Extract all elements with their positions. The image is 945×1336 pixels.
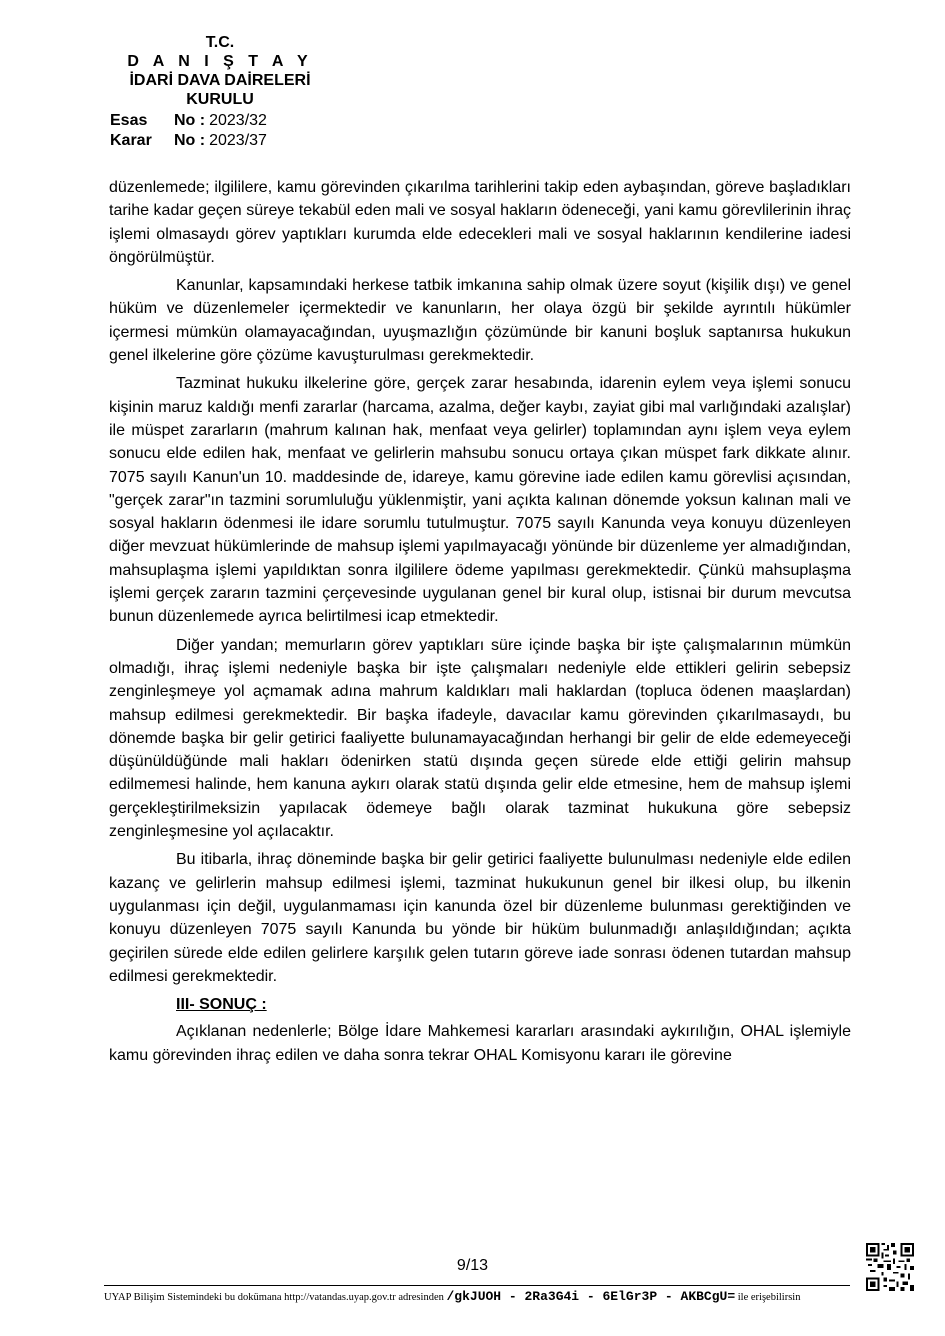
esas-no-label: No : [174, 112, 206, 129]
tc-label: T.C. [205, 34, 235, 51]
footer-prefix: UYAP Bilişim Sistemindeki bu dokümana http://vatandas.uyap.gov.tr adresinden [104, 1292, 444, 1303]
paragraph-3: Tazminat hukuku ilkelerine göre, gerçek zarar hesabında, idarenin eylem veya işlemi sonucu kişinin maruz kaldığı menfi zararlar (harcama, azalma, değer kaybı, zayiat gibi mal varlığındaki azalışlar) ile müspet zararların (mahrum kalınan hak, menfaat veya gelirler) toplamından aynı işlem veya eylem sonucu elde edilen hak, menfaat ve gelirlerin mahsubu sonucu ortaya çıkan müspet fark dikkate alınır. 7075 sayılı Kanun'un 10. maddesinde de, idareye, kamu görevine iade edilen kamu görevlisi açısından, "gerçek zarar"ın tazmini sorumluluğu yüklenmiştir, yani açıkta kalınan dönemde yoksun kalınan mali ve sosyal hakların ödenmesi ile idare sorumlu tutulmuştur. 7075 sayılı Kanunda veya konuyu düzenleyen diğer mevzuat hükümlerinde de mahsup işlemi yapılmayacağı yönünde bir düzenleme yer almadığından, mahsuplaşma işlemi yapıldıktan sonra ilgililere ödeme yapılması gerekmektedir. Çünkü mahsuplaşma işlemi gerçek zararın tazmini çerçevesinde uygulanan genel bir kural olup, istisnai bir durum mevcutsa bunun düzenlemede ayrıca belirtilmesi icap etmektedir. [109, 375, 851, 626]
karar-label: Karar [110, 132, 152, 149]
esas-label: Esas [110, 112, 148, 129]
court-name: D A N I Ş T A Y [127, 53, 313, 70]
karar-no-label: No : [174, 132, 206, 149]
paragraph-1: düzenlemede; ilgililere, kamu görevinden çıkarılma tarihlerini takip eden aybaşından, göreve başladıkları tarihe kadar geçen süreye tekabül eden mali ve sosyal hakların ödeneceği, yani kamu görevlilerinin ihraç işlemi olmasaydı görev yaptıkları kurumda elde edecekleri mali ve sosyal haklarının kendilerine iadesi öngörülmüştür. [109, 179, 851, 266]
paragraph-5: Bu itibarla, ihraç döneminde başka bir gelir getirici faaliyette bulunulması nedeniyle elde edilen kazanç ve gelirlerin mahsup edilmesi işlemi, tazminat hukukunun genel bir ilkesi olup, bu ilkenin uygulanması için değil, uygulanmaması için kanunda özel bir düzenleme bulunması gerektiğinden ve konuyu düzenleyen 7075 sayılı Kanunda bu yönde bir hüküm bulunmadığı anlaşıldığından; açıkta geçirilen sürede elde edilen gelirlere karşılık gelen tutarın göreve iade sonrası ödenen tutardan mahsup edilmesi gerekmektedir. [109, 851, 851, 985]
verification-code: /gkJUOH - 2Ra3G4i - 6ElGr3P - AKBCgU= [446, 1289, 736, 1304]
footer [104, 1289, 864, 1304]
sonuc-heading: III- SONUÇ : [176, 996, 267, 1014]
document-body [109, 176, 851, 1072]
esas-row [110, 111, 330, 131]
footer-suffix: ile erişebilirsin [737, 1292, 801, 1303]
footer-divider [104, 1285, 850, 1286]
paragraph-4: Diğer yandan; memurların görev yaptıkları süre içinde başka bir işte çalışmalarının mümkün olmadığı, ihraç işlemi nedeniyle başka bir işte çalışmaları nedeniyle elde ettikleri gelirin sebepsiz zenginleşmeye yol açmamak adına mahrum kaldıkları mali haklardan (topluca ödenen maaşlardan) mahsup edilmesi gerekmektedir. Bir başka ifadeyle, davacılar kamu görevinden çıkarılmasaydı, bu dönemde başka bir gelir getirici faaliyette bulunamayacağından herhangi bir gelir de elde edemeyeceği düşünüldüğünde mali hakları ödenirken statü dışında geçen sürede elde ettiği gelirin mahsup edilmemesi halinde, hem kanuna aykırı olarak statü dışında gelir elde etmesine, hem de mahsup işlemi gerçekleştirilmeksizin yapılacak ödemeye bağlı olarak tazminat hukukuna göre sebepsiz zenginleşmesine yol açılacaktır. [109, 636, 851, 841]
page-number: 9/13 [456, 1257, 489, 1274]
document-header [110, 33, 330, 151]
paragraph-6: Açıklanan nedenlerle; Bölge İdare Mahkemesi kararları arasındaki aykırılığın, OHAL işlemiyle kamu görevinden ihraç edilen ve daha sonra tekrar OHAL Komisyonu kararı ile görevine [109, 1023, 851, 1064]
karar-number: 2023/37 [209, 132, 267, 149]
department-line-2: KURULU [186, 91, 254, 108]
paragraph-2: Kanunlar, kapsamındaki herkese tatbik imkanına sahip olmak üzere soyut (kişilik dışı) ve genel hüküm ve düzenlemeler içermektedir ve kanunların, her olaya özgü bir şekilde ayrıntılı hükümler içermesi mümkün olamayacağından, uyuşmazlığın çözümünde bir kanuni boşluk saptanırsa hukukun genel ilkelerine göre çözüme kavuşturulması gerekmektedir. [109, 277, 851, 365]
karar-row [110, 131, 330, 151]
department-line-1: İDARİ DAVA DAİRELERİ [129, 72, 311, 89]
esas-number: 2023/32 [209, 112, 267, 129]
qr-code-icon [866, 1243, 914, 1291]
